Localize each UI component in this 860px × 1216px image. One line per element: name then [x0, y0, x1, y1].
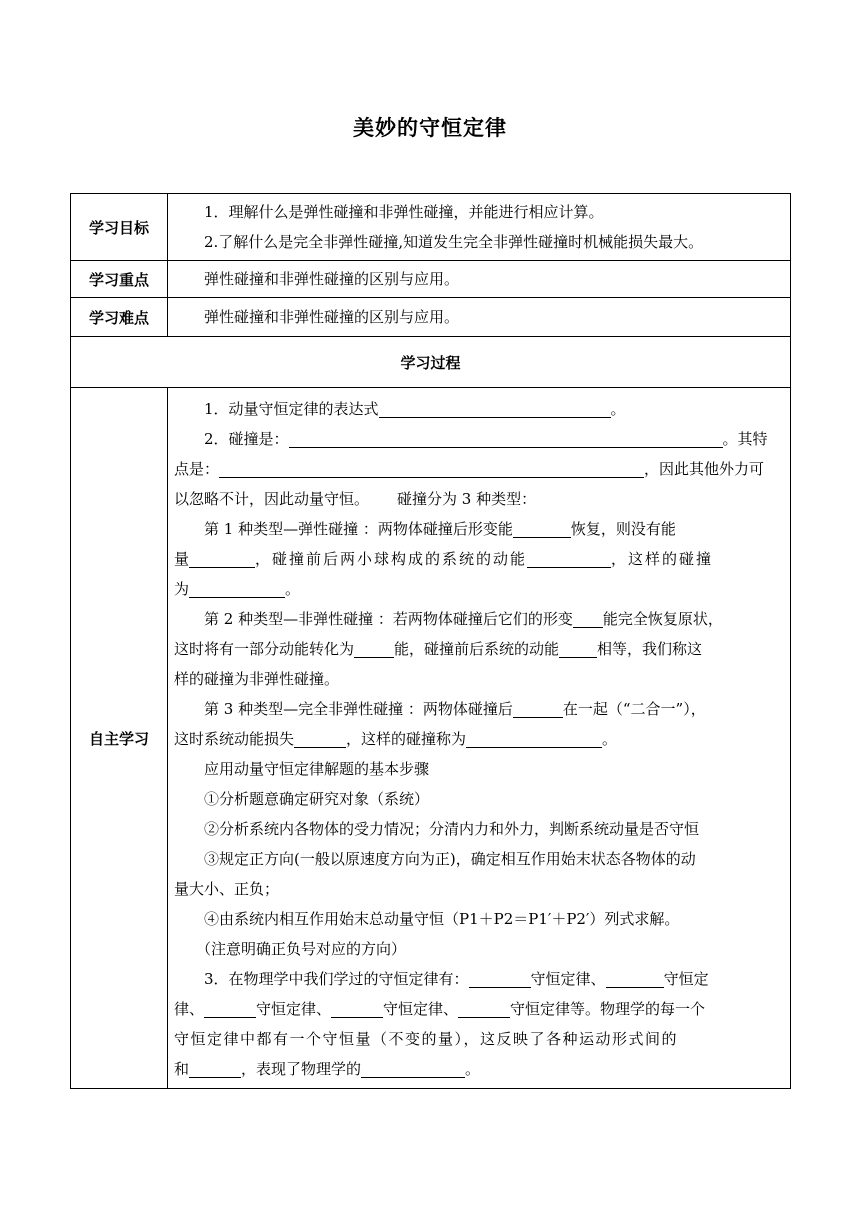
type3-line-2: 这时系统动能损失 ，这样的碰撞称为 。: [174, 730, 618, 748]
goal-line-2: 2.了解什么是完全非弹性碰撞,知道发生完全非弹性碰撞时机械能损失最大。: [204, 233, 704, 251]
difficulty-row: [71, 298, 791, 337]
difficulty-label: 学习难点: [71, 298, 168, 337]
answer-blank[interactable]: [189, 579, 285, 598]
type3-line-1: 第 3 种类型—完全非弹性碰撞 ：两物体碰撞后 在一起（“二合一”），: [204, 700, 706, 718]
q3-line-2: 律、 守恒定律、 守恒定律、 守恒定律等。物理学的每一个: [174, 1000, 706, 1018]
answer-blank[interactable]: [204, 999, 256, 1018]
answer-blank[interactable]: [458, 999, 510, 1018]
step-4: ④由系统内相互作用始末总动量守恒（P1＋P2＝P1′＋P2′）列式求解。: [204, 910, 680, 928]
answer-blank[interactable]: [331, 999, 383, 1018]
answer-blank[interactable]: [189, 1059, 241, 1078]
q2-line-1: 2．碰撞是： 。其特: [204, 430, 768, 448]
type2-line-2: 这时将有一部分动能转化为 能，碰撞前后系统的动能 相等，我们称这: [174, 640, 703, 658]
q3-line-1: 3．在物理学中我们学过的守恒定律有： 守恒定律、 守恒定: [204, 970, 709, 988]
answer-blank[interactable]: [219, 459, 644, 478]
answer-blank[interactable]: [379, 399, 611, 418]
step-3-a: ③规定正方向(一般以原速度方向为正)，确定相互作用始末状态各物体的动: [204, 850, 696, 868]
step-1: ①分析题意确定研究对象（系统）: [204, 790, 430, 808]
q1-line: 1．动量守恒定律的表达式 。: [204, 400, 626, 418]
step-3-b: 量大小、正负；: [174, 880, 280, 898]
goal-label: 学习目标: [71, 194, 168, 261]
answer-blank[interactable]: [527, 549, 611, 568]
self-study-row: [71, 388, 791, 1089]
answer-blank[interactable]: [361, 1059, 465, 1078]
answer-blank[interactable]: [466, 729, 602, 748]
process-row: [71, 337, 791, 388]
study-table: [70, 193, 791, 1089]
q2-line-2: 点是： ，因此其他外力可: [174, 460, 765, 478]
answer-blank[interactable]: [513, 519, 571, 538]
key-label: 学习重点: [71, 261, 168, 298]
answer-blank[interactable]: [354, 639, 394, 658]
steps-title: 应用动量守恒定律解题的基本步骤: [204, 760, 430, 778]
answer-blank[interactable]: [294, 729, 346, 748]
page-title: 美妙的守恒定律: [353, 116, 507, 140]
q3-line-3: 守恒定律中都有一个守恒量（不变的量），这反映了各种运动形式间的: [174, 1030, 679, 1048]
key-row: [71, 261, 791, 298]
answer-blank[interactable]: [513, 699, 563, 718]
key-text: 弹性碰撞和非弹性碰撞的区别与应用。: [204, 270, 460, 288]
answer-blank[interactable]: [606, 969, 664, 988]
type2-line-1: 第 2 种类型—非弹性碰撞 ：若两物体碰撞后它们的形变 能完全恢复原状，: [204, 610, 723, 628]
answer-blank[interactable]: [559, 639, 597, 658]
type1-line-3: 为 。: [174, 580, 301, 598]
answer-blank[interactable]: [189, 549, 255, 568]
goal-line-1: 1．理解什么是弹性碰撞和非弹性碰撞，并能进行相应计算。: [204, 203, 604, 221]
goal-row: [71, 194, 791, 261]
answer-blank[interactable]: [469, 969, 531, 988]
type1-line-1: 第 1 种类型—弹性碰撞 ：两物体碰撞后形变能 恢复，则没有能: [204, 520, 676, 538]
type2-line-3: 样的碰撞为非弹性碰撞。: [174, 670, 340, 688]
process-header: 学习过程: [71, 337, 791, 388]
step-2: ②分析系统内各物体的受力情况；分清内力和外力，判断系统动量是否守恒: [204, 820, 700, 838]
difficulty-text: 弹性碰撞和非弹性碰撞的区别与应用。: [204, 308, 460, 326]
type1-line-2: 量 ，碰撞前后两小球构成的系统的动能 ，这样的碰撞: [174, 550, 714, 568]
q3-line-4: 和 ，表现了物理学的 。: [174, 1060, 481, 1078]
answer-blank[interactable]: [289, 429, 723, 448]
answer-blank[interactable]: [573, 609, 603, 628]
step-4-note: （注意明确正负号对应的方向）: [196, 940, 407, 958]
self-study-label: 自主学习: [71, 388, 168, 1089]
q2-line-3: 以忽略不计，因此动量守恒。 碰撞分为 3 种类型：: [174, 490, 537, 508]
